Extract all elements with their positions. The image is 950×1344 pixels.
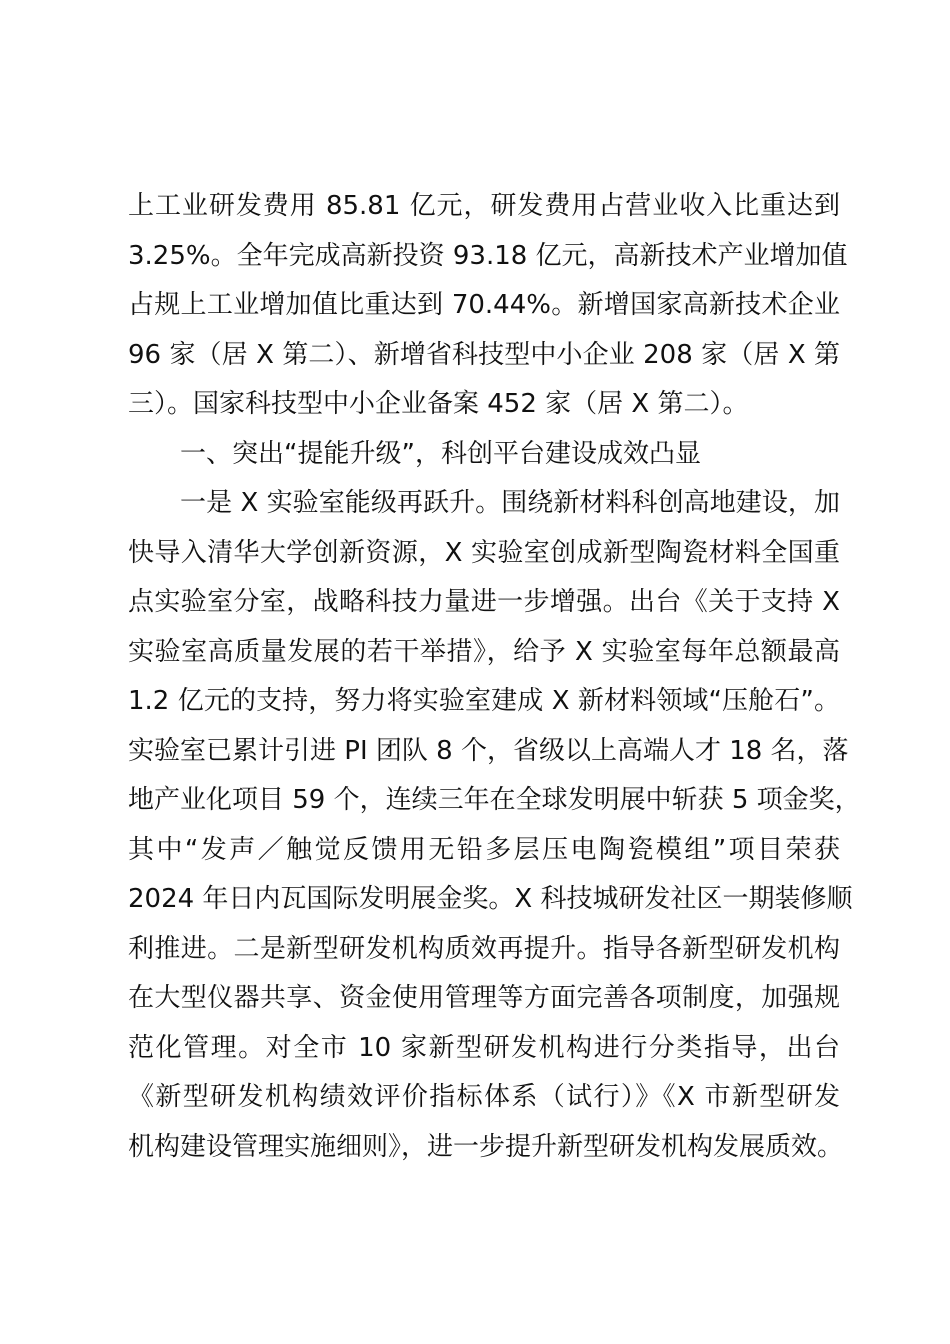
text-line: 其中“发声／触觉反馈用无铅多层压电陶瓷模组”项目荣获 bbox=[128, 834, 840, 865]
text-line: 机构建设管理实施细则》，进一步提升新型研发机构发展质效。 bbox=[128, 1131, 844, 1162]
text-line: 《新型研发机构绩效评价指标体系（试行）》《X 市新型研发 bbox=[128, 1082, 840, 1112]
text-line: 实验室高质量发展的若干举措》，给予 X 实验室每年总额最高 bbox=[128, 636, 840, 667]
text-line: 范化管理。对全市 10 家新型研发机构进行分类指导，出台 bbox=[128, 1032, 840, 1063]
text-line: 点实验室分室，战略科技力量进一步增强。出台《关于支持 X bbox=[128, 587, 840, 617]
text-line: 96 家（居 X 第二）、新增省科技型中小企业 208 家（居 X 第 bbox=[128, 339, 840, 370]
text-line: 上工业研发费用 85.81 亿元，研发费用占营业收入比重达到 bbox=[128, 191, 840, 221]
text-line: 在大型仪器共享、资金使用管理等方面完善各项制度，加强规 bbox=[128, 983, 840, 1013]
text-line: 1.2 亿元的支持，努力将实验室建成 X 新材料领域“压舱石”。 bbox=[128, 686, 840, 716]
text-line: 占规上工业增加值比重达到 70.44%。新增国家高新技术企业 bbox=[128, 290, 840, 320]
text-line: 3.25%。全年完成高新投资 93.18 亿元，高新技术产业增加值 bbox=[128, 240, 848, 271]
paragraph-last-line: 三）。国家科技型中小企业备案 452 家（居 X 第二）。 bbox=[128, 389, 749, 419]
text-line: 快导入清华大学创新资源，X 实验室创成新型陶瓷材料全国重 bbox=[128, 537, 840, 568]
paragraph-first-line: 一是 X 实验室能级再跃升。围绕新材料科创高地建设，加 bbox=[180, 488, 840, 518]
document-body bbox=[128, 182, 861, 1172]
text-line: 实验室已累计引进 PI 团队 8 个，省级以上高端人才 18 名，落 bbox=[128, 735, 849, 766]
text-line: 利推进。二是新型研发机构质效再提升。指导各新型研发机构 bbox=[128, 933, 840, 964]
text-line: 2024 年日内瓦国际发明展金奖。X 科技城研发社区一期装修顺 bbox=[128, 884, 853, 914]
section-heading: 一、突出“提能升级”，科创平台建设成效凸显 bbox=[180, 438, 701, 469]
text-line: 地产业化项目 59 个，连续三年在全球发明展中斩获 5 项金奖， bbox=[128, 785, 861, 815]
